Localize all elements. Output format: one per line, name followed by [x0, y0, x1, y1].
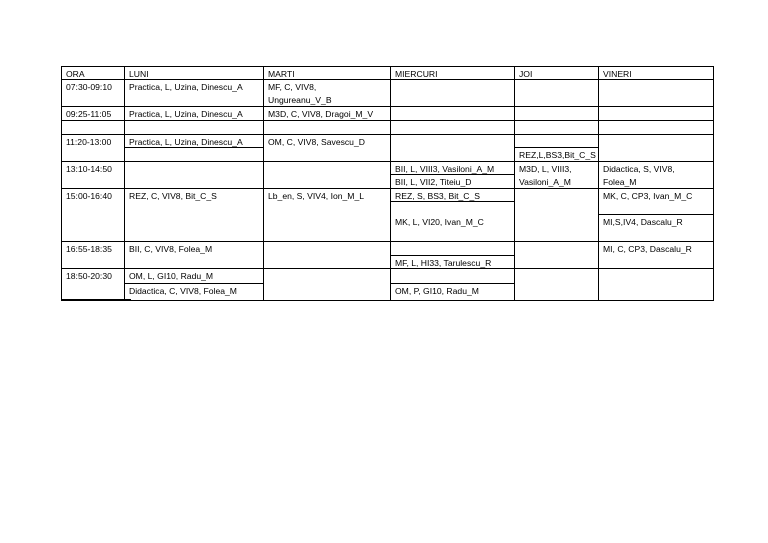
luni-slot-7a: OM, L, GI10, Radu_M	[129, 271, 214, 281]
time-slot-1: 07:30-09:10	[66, 82, 112, 92]
miercuri-slot-7b: OM, P, GI10, Radu_M	[395, 286, 479, 296]
vineri-slot-5b: MI,S,IV4, Dascalu_R	[603, 217, 683, 227]
header-luni: LUNI	[129, 69, 149, 79]
miercuri-slot-6b: MF, L, HI33, Tarulescu_R	[395, 258, 492, 268]
marti-slot-5: Lb_en, S, VIV4, Ion_M_L	[268, 191, 365, 201]
timetable	[61, 66, 714, 301]
vineri-slot-4-line-2: Folea_M	[603, 177, 637, 187]
header-miercuri: MIERCURI	[395, 69, 438, 79]
time-slot-3: 11:20-13:00	[66, 137, 112, 147]
time-slot-5: 15:00-16:40	[66, 191, 112, 201]
joi-slot-3b: REZ,L,BS3,Bit_C_S	[519, 150, 596, 160]
marti-slot-1-line-1: MF, C, VIV8,	[268, 82, 317, 92]
luni-slot-5: REZ, C, VIV8, Bit_C_S	[129, 191, 217, 201]
vineri-slot-5a: MK, C, CP3, Ivan_M_C	[603, 191, 693, 201]
luni-slot-7b: Didactica, C, VIV8, Folea_M	[129, 286, 237, 296]
miercuri-slot-5a: REZ, S, BS3, Bit_C_S	[395, 191, 481, 201]
joi-slot-4-line-2: Vasiloni_A_M	[519, 177, 571, 187]
luni-slot-2: Practica, L, Uzina, Dinescu_A	[129, 109, 243, 119]
marti-slot-1-line-2: Ungureanu_V_B	[268, 95, 332, 105]
header-ora: ORA	[66, 69, 85, 79]
time-slot-4: 13:10-14:50	[66, 164, 112, 174]
time-slot-6: 16:55-18:35	[66, 244, 112, 254]
miercuri-slot-4b: BII, L, VII2, Titeiu_D	[395, 177, 472, 187]
luni-slot-3: Practica, L, Uzina, Dinescu_A	[129, 137, 243, 147]
marti-slot-2: M3D, C, VIV8, Dragoi_M_V	[268, 109, 374, 119]
joi-slot-4-line-1: M3D, L, VIII3,	[519, 164, 572, 174]
vineri-slot-4-line-1: Didactica, S, VIV8,	[603, 164, 675, 174]
time-slot-2: 09:25-11:05	[66, 109, 112, 119]
header-joi: JOI	[519, 69, 533, 79]
miercuri-slot-5b: MK, L, VI20, Ivan_M_C	[395, 217, 484, 227]
vineri-slot-6: MI, C, CP3, Dascalu_R	[603, 244, 692, 254]
marti-slot-3: OM, C, VIV8, Savescu_D	[268, 137, 365, 147]
luni-slot-1: Practica, L, Uzina, Dinescu_A	[129, 82, 243, 92]
header-vineri: VINERI	[603, 69, 632, 79]
miercuri-slot-4a: BII, L, VIII3, Vasiloni_A_M	[395, 164, 495, 174]
time-slot-7: 18:50-20:30	[66, 271, 112, 281]
header-marti: MARTI	[268, 69, 295, 79]
luni-slot-6: BII, C, VIV8, Folea_M	[129, 244, 213, 254]
